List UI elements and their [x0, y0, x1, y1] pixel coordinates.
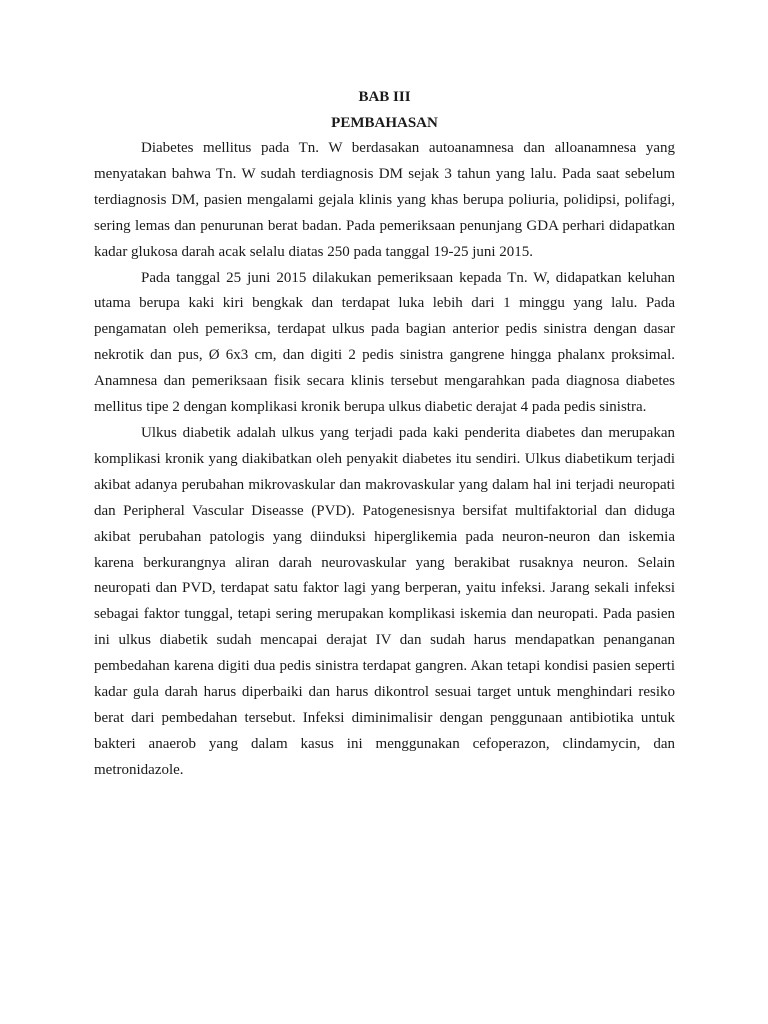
section-title: PEMBAHASAN [331, 115, 438, 131]
chapter-heading: BAB III [358, 89, 411, 105]
document-page [94, 84, 675, 784]
paragraph-examination-findings: Pada tanggal 25 juni 2015 dilakukan pemeriksaan kepada Tn. W, didapatkan keluhan utama berupa kaki kiri bengkak dan terdapat luka lebih dari 1 minggu yang lalu. Pada pengamatan oleh pemeriksa, terdapat ulkus pada bagian anterior pedis sinistra dengan dasar nekrotik dan pus, Ø 6x3 cm, dan digiti 2 pedis sinistra gangrene hingga phalanx proksimal. Anamnesa dan pemeriksaan fisik secara klinis tersebut mengarahkan pada diagnosa diabetes mellitus tipe 2 dengan komplikasi kronik berupa ulkus diabetic derajat 4 pada pedis sinistra. [94, 269, 675, 416]
paragraph-ulcer-discussion: Ulkus diabetik adalah ulkus yang terjadi pada kaki penderita diabetes dan merupakan komplikasi kronik yang diakibatkan oleh penyakit diabetes itu sendiri. Ulkus diabetikum terjadi akibat adanya perubahan mikrovaskular dan makrovaskular yang dalam hal ini terjadi neuropati dan Peripheral Vascular Diseasse (PVD). Patogenesisnya bersifat multifaktorial dan diduga akibat perubahan patologis yang diinduksi hiperglikemia pada neuron-neuron dan iskemia karena berkurangnya aliran darah neurovaskular yang berakibat rusaknya neuron. Selain neuropati dan PVD, terdapat satu faktor lagi yang berperan, yaitu infeksi. Jarang sekali infeksi sebagai faktor tunggal, tetapi sering merupakan komplikasi iskemia dan neuropati. Pada pasien ini ulkus diabetik sudah mencapai derajat IV dan sudah harus mendapatkan penanganan pembedahan karena digiti dua pedis sinistra terdapat gangren. Akan tetapi kondisi pasien seperti kadar gula darah harus diperbaiki dan harus dikontrol sesuai target untuk menghindari resiko berat dari pembedahan tersebut. Infeksi diminimalisir dengan penggunaan antibiotika untuk bakteri anaerob yang dalam kasus ini menggunakan cefoperazon, clindamycin, dan metronidazole. [94, 424, 675, 778]
paragraph-diagnosis-history: Diabetes mellitus pada Tn. W berdasakan autoanamnesa dan alloanamnesa yang menyatakan bahwa Tn. W sudah terdiagnosis DM sejak 3 tahun yang lalu. Pada saat sebelum terdiagnosis DM, pasien mengalami gejala klinis yang khas berupa poliuria, polidipsi, polifagi, sering lemas dan penurunan berat badan. Pada pemeriksaan penunjang GDA perhari didapatkan kadar glukosa darah acak selalu diatas 250 pada tanggal 19-25 juni 2015. [94, 140, 675, 260]
